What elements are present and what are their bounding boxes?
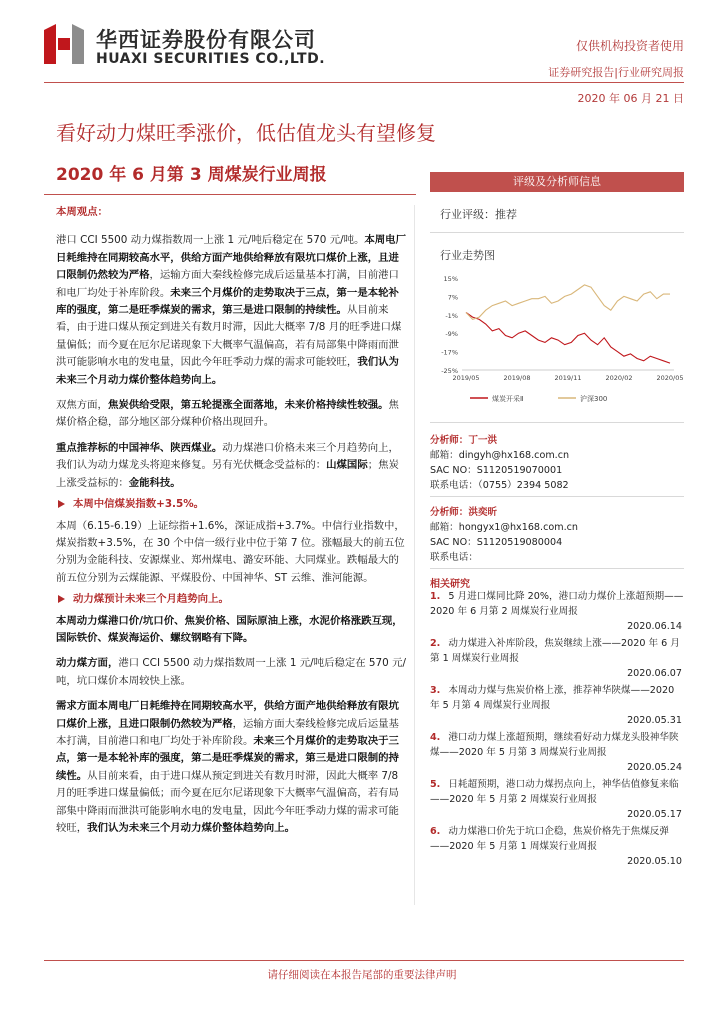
bold-span: 山煤国际 bbox=[326, 459, 368, 472]
triangle-bullet-icon bbox=[58, 500, 65, 508]
heading-text: 动力煤预计未来三个月趋势向上。 bbox=[73, 593, 229, 606]
industry-rating bbox=[440, 206, 517, 222]
legend-label: 沪深300 bbox=[580, 395, 608, 403]
related-date: 2020.05.31 bbox=[627, 715, 682, 726]
related-date: 2020.05.10 bbox=[627, 856, 682, 867]
text-span: 焦煤价格企稳，部分地区部分煤种价格出现回升。 bbox=[56, 399, 399, 429]
related-num: 5. bbox=[430, 779, 441, 790]
right-divider bbox=[430, 232, 684, 233]
price-summary-paragraph bbox=[56, 613, 406, 648]
related-date: 2020.06.14 bbox=[627, 621, 682, 632]
related-date: 2020.06.07 bbox=[627, 668, 682, 679]
text-span: ；焦炭上涨受益标的： bbox=[56, 459, 399, 489]
index-paragraph: 本周（6.15-6.19）上证综指+1.6%，深证成指+3.7%。中信行业指数中，煤炭指数+3.5%，在 30 个中信一级行业中位于第 7 位。涨幅最大的前五位分别为金能科技、安源煤业、郑州煤电、潞安环能、大同煤业。跌幅最大的前五位分别为云煤能源、平煤股份、中国神华、ST 云维、淮河能源。 bbox=[56, 519, 405, 584]
view-label: 本周观点： bbox=[56, 206, 108, 218]
report-category: 证券研究报告|行业研究周报 bbox=[548, 66, 684, 79]
related-title: 港口动力煤上涨超预期，继续看好动力煤龙头股神华陕煤——2020 年 5 月第 3 周煤炭行业周报 bbox=[430, 732, 679, 758]
analyst-name: 分析师：丁一洪 bbox=[430, 435, 498, 446]
related-title: 5 月进口煤同比降 20%，港口动力煤价上涨超预期——2020 年 6 月第 2 周煤炭行业周报 bbox=[430, 591, 684, 617]
x-tick-label: 2019/05 bbox=[452, 374, 480, 382]
bold-span: 本周动力煤港口价/坑口价、焦炭价格、国际原油上涨，水泥价格涨跌互现，国际铁价、煤炭海运价、螺纹钢略有下降。 bbox=[56, 614, 403, 644]
bold-span: 我们认为未来三个月动力煤价整体趋势向上。 bbox=[87, 822, 295, 834]
related-item[interactable] bbox=[430, 636, 684, 681]
related-title: 日耗超预期，港口动力煤拐点向上，神华估值修复来临——2020 年 5 月第 2 周煤炭行业周报 bbox=[430, 779, 679, 805]
related-date: 2020.05.17 bbox=[627, 809, 682, 820]
related-text bbox=[430, 683, 684, 713]
analyst-block-1 bbox=[430, 433, 684, 493]
rating-header-bar: 评级及分析师信息 bbox=[430, 172, 684, 192]
related-num: 4. bbox=[430, 732, 441, 743]
rating-label: 行业评级： bbox=[440, 208, 495, 221]
text-span: 动力煤港口价格未来三个月趋势向上，我们认为动力煤龙头将迎来修复。另有光伏概念受益标的： bbox=[56, 441, 399, 472]
x-tick-label: 2019/08 bbox=[503, 374, 531, 382]
text-span: 港口 CCI 5500 动力煤指数周一上涨 1 元/吨后稳定在 570 元/吨，坑口煤价本周较快上涨。 bbox=[56, 657, 406, 687]
company-name-cn: 华西证券股份有限公司 bbox=[96, 28, 316, 52]
company-name-en: HUAXI SECURITIES CO.,LTD. bbox=[96, 51, 326, 67]
y-tick-label: -25% bbox=[441, 367, 458, 375]
text-span: 港口 CCI 5500 动力煤指数周一上涨 1 元/吨后稳定在 570 元/吨。 bbox=[56, 234, 365, 247]
related-text bbox=[430, 824, 684, 854]
column-divider bbox=[414, 205, 415, 905]
analyst-phone: 联系电话：（0755）2394 5082 bbox=[430, 480, 569, 491]
related-item[interactable] bbox=[430, 589, 684, 634]
bold-span: 需求方面本周电厂日耗维持在同期较高水平，供给方面产地供给释放有限坑口煤价上涨，且进口限制仍然较为严格 bbox=[56, 700, 399, 730]
analyst-name: 分析师：洪奕昕 bbox=[430, 507, 498, 518]
related-text bbox=[430, 589, 684, 619]
analyst-sac: SAC NO：S1120519080004 bbox=[430, 537, 563, 548]
y-tick-label: 7% bbox=[447, 293, 458, 302]
bold-span: 我们认为未来三个月动力煤价整体趋势向上。 bbox=[56, 356, 399, 386]
section-heading-index bbox=[56, 496, 406, 513]
text-span: ，运输方面大秦线检修完成后运量基本打满，目前港口和电厂均处于补库阶段。 bbox=[56, 269, 399, 299]
related-date: 2020.05.24 bbox=[627, 762, 682, 773]
legal-disclaimer[interactable]: 请仔细阅读在本报告尾部的重要法律声明 bbox=[267, 969, 457, 981]
right-divider bbox=[430, 496, 684, 497]
x-tick-label: 2020/05 bbox=[656, 374, 684, 382]
text-span: ，运输方面大秦线检修完成后运量基本打满，目前港口和电厂均处于补库阶段。 bbox=[56, 717, 399, 747]
series-line-1 bbox=[466, 285, 670, 320]
analyst-phone: 联系电话： bbox=[430, 552, 478, 563]
related-text bbox=[430, 777, 684, 807]
y-tick-label: -17% bbox=[441, 348, 458, 357]
series-line-0 bbox=[466, 313, 670, 364]
main-body bbox=[56, 204, 406, 837]
y-tick-label: -1% bbox=[445, 311, 458, 320]
rating-value: 推荐 bbox=[495, 208, 517, 221]
triangle-bullet-icon bbox=[58, 595, 65, 603]
x-tick-label: 2019/11 bbox=[554, 374, 582, 382]
related-item[interactable] bbox=[430, 824, 684, 869]
view-paragraph-2 bbox=[56, 397, 406, 432]
demand-paragraph bbox=[56, 698, 406, 837]
related-num: 2. bbox=[430, 638, 441, 649]
report-title: 看好动力煤旺季涨价，低估值龙头有望修复 bbox=[56, 121, 436, 145]
analyst-email: 邮箱：dingyh@hx168.com.cn bbox=[430, 450, 570, 461]
analyst-email: 邮箱：hongyx1@hx168.com.cn bbox=[430, 522, 578, 533]
related-num: 6. bbox=[430, 826, 441, 837]
legend-label: 煤炭开采Ⅱ bbox=[492, 395, 524, 403]
y-tick-label: -9% bbox=[445, 330, 458, 339]
right-divider bbox=[430, 568, 684, 569]
related-title: 本周动力煤与焦炭价格上涨，推荐神华陕煤——2020 年 5 月第 4 周煤炭行业周报 bbox=[430, 685, 675, 711]
trend-chart-title: 行业走势图 bbox=[440, 249, 495, 262]
related-item[interactable] bbox=[430, 683, 684, 728]
huaxi-logo-icon bbox=[44, 24, 84, 64]
text-span: 双焦方面， bbox=[56, 399, 108, 412]
footer-divider bbox=[44, 960, 684, 961]
related-research-title: 相关研究 bbox=[430, 579, 470, 590]
thermal-coal-paragraph bbox=[56, 655, 406, 690]
report-date: 2020 年 06 月 21 日 bbox=[577, 92, 684, 105]
bold-span: 重点推荐标的中国神华、陕西煤业。 bbox=[56, 441, 223, 454]
industry-trend-chart bbox=[430, 270, 684, 415]
section-heading-thermal-coal bbox=[56, 591, 406, 608]
text-span: 从目前来看，由于进口煤从预定到进关有数月时滞，因此大概率 7/8 月的旺季进口煤量偏低；而今夏在厄尔尼诺现象下大概率气温偏高，若有局部集中降雨而泄洪可能影响水电的发电量，因此今年旺季动力煤的需求可能较旺， bbox=[56, 304, 402, 369]
related-num: 3. bbox=[430, 685, 441, 696]
bold-span: 动力煤方面， bbox=[56, 657, 119, 670]
y-tick-label: 15% bbox=[443, 275, 458, 283]
audience-note: 仅供机构投资者使用 bbox=[575, 39, 684, 53]
related-num: 1. bbox=[430, 591, 441, 602]
heading-text: 本周中信煤炭指数+3.5%。 bbox=[73, 498, 205, 511]
title-divider bbox=[44, 194, 416, 195]
analyst-sac: SAC NO：S1120519070001 bbox=[430, 465, 563, 476]
bold-span: 金能科技。 bbox=[128, 476, 181, 489]
bold-span: 未来三个月煤价的走势取决于三点，第一是本轮补库的强度，第二是旺季煤炭的需求，第三是进口限制的持续性。 bbox=[56, 734, 399, 782]
related-item[interactable] bbox=[430, 730, 684, 775]
view-paragraph-1 bbox=[56, 232, 406, 389]
view-paragraph-3 bbox=[56, 440, 406, 492]
related-research-list bbox=[430, 589, 684, 871]
right-divider bbox=[430, 422, 684, 423]
related-text bbox=[430, 730, 684, 760]
related-title: 动力煤进入补库阶段，焦炭继续上涨——2020 年 6 月第 1 周煤炭行业周报 bbox=[430, 638, 680, 664]
analyst-block-2 bbox=[430, 505, 684, 565]
report-subtitle: 2020 年 6 月第 3 周煤炭行业周报 bbox=[56, 165, 327, 185]
text-span: 从目前来看，由于进口煤从预定到进关有数月时滞，因此大概率 7/8 月的旺季进口煤量偏低；而今夏在厄尔尼诺现象下大概率气温偏高，若有局部集中降雨而泄洪可能影响水电的发电量，因此今年旺季动力煤的需求可能较旺， bbox=[56, 769, 399, 834]
related-title: 动力煤港口价先于坑口企稳，焦炭价格先于焦煤反弹——2020 年 5 月第 1 周煤炭行业周报 bbox=[430, 826, 669, 852]
bold-span: 本周电厂日耗维持在同期较高水平，供给方面产地供给释放有限坑口煤价上涨，且进口限制仍然较为严格 bbox=[56, 234, 406, 282]
x-tick-label: 2020/02 bbox=[605, 374, 633, 382]
related-item[interactable] bbox=[430, 777, 684, 822]
bold-span: 未来三个月煤价的走势取决于三点，第一是本轮补库的强度，第二是旺季煤炭的需求，第三是进口限制的持续性。 bbox=[56, 286, 399, 317]
related-text bbox=[430, 636, 684, 666]
bold-span: 焦炭供给受限，第五轮提涨全面落地，未来价格持续性较强。 bbox=[107, 399, 389, 412]
header-divider bbox=[44, 82, 684, 83]
